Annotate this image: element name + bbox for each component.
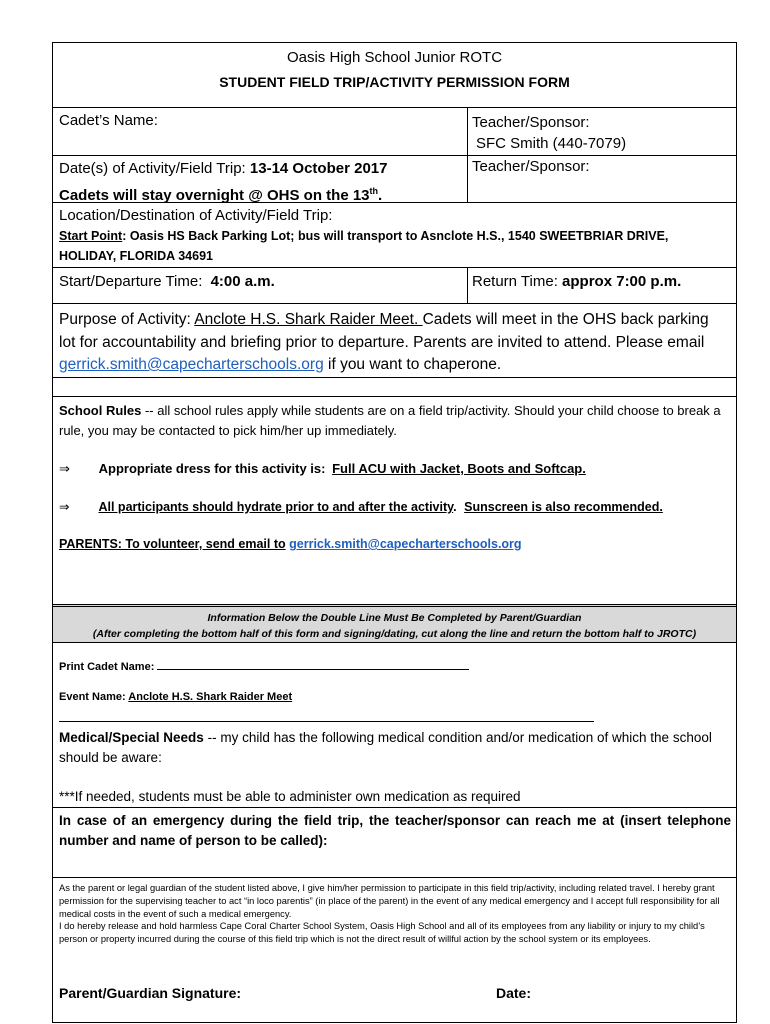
- form-header: [53, 43, 736, 107]
- start-point: Start Point: Oasis HS Back Parking Lot; bus will transport to Asnclote H.S., 1540 SWEETBRIAR DRIVE, HOLIDAY, FLORIDA 34691: [59, 229, 669, 263]
- parents-volunteer-label: PARENTS: To volunteer, send email to: [59, 537, 286, 551]
- legal-paragraph-1: As the parent or legal guardian of the student listed above, I give him/her permission to participate in this field trip/activity, including related travel. I hereby grant permission for the supervising teacher to act “in loco parentis” (in place of the parent) in the event of any medical emergency and I accept full responsibility for all medical costs in the event of such a medical emergency.: [59, 883, 720, 919]
- arrow-icon: ⇒: [59, 500, 70, 514]
- parents-volunteer-line: [59, 537, 731, 551]
- location-row: [53, 202, 736, 267]
- medication-note: ***If needed, students must be able to administer own medication as required: [59, 789, 521, 804]
- print-cadet-name-label: Print Cadet Name:: [59, 661, 155, 673]
- event-name-line: [59, 691, 729, 703]
- hydrate-line: ⇒ All participants should hydrate prior to and after the activity. Sunscreen is also recommended.: [59, 500, 663, 514]
- signature-label: Parent/Guardian Signature:: [59, 985, 242, 1001]
- return-time-label: Return Time:: [472, 273, 558, 290]
- return-time-cell: [472, 273, 732, 290]
- purpose-cell: Purpose of Activity: Anclote H.S. Shark Raider Meet. Cadets will meet in the OHS back parking lot for accountability and briefing prior to departure. Parents are invited to attend. Please email gerrick.smith@capecharterschools.org if you want to chaperone.: [59, 311, 709, 373]
- sponsor-2-label: Teacher/Sponsor:: [472, 158, 590, 175]
- start-time-label: Start/Departure Time:: [59, 273, 203, 290]
- location-cell: [59, 205, 729, 266]
- double-line-band: [53, 604, 736, 642]
- legal-text: [59, 882, 733, 946]
- date-label: Date:: [496, 985, 532, 1001]
- divider-text: [53, 610, 736, 642]
- cadet-name-label: Cadet’s Name:: [59, 112, 158, 129]
- start-time-cell: [59, 273, 464, 290]
- hydrate-text: All participants should hydrate prior to and after the activity: [98, 500, 454, 514]
- divider-line-2: (After completing the bottom half of this form and signing/dating, cut along the line and return the bottom half to JROTC): [92, 628, 697, 640]
- emergency-section: [53, 807, 736, 877]
- volunteer-email-link[interactable]: gerrick.smith@capecharterschools.org: [289, 537, 522, 551]
- divider-line-1: Information Below the Double Line Must Be Completed by Parent/Guardian: [207, 612, 582, 624]
- cadet-row: [53, 107, 736, 155]
- school-name: Oasis High School Junior ROTC: [286, 49, 503, 66]
- event-name-value: Anclote H.S. Shark Raider Meet: [128, 691, 293, 703]
- legal-section: [53, 877, 736, 1023]
- blank-underline[interactable]: [59, 721, 594, 722]
- print-name-line: [59, 659, 729, 673]
- dates-label: Date(s) of Activity/Field Trip:: [59, 160, 246, 177]
- location-label: Location/Destination of Activity/Field Trip:: [59, 207, 333, 224]
- overnight-note: Cadets will stay overnight @ OHS on the 13th.: [59, 186, 383, 204]
- print-cadet-name-field[interactable]: [157, 659, 469, 670]
- rules-section: [53, 396, 736, 604]
- rules-text: School Rules -- all school rules apply while students are on a field trip/activity. Should your child choose to break a rule, you may be contacted to pick him/her up immediately.: [59, 403, 721, 438]
- sunscreen-text: Sunscreen is also recommended.: [464, 500, 663, 514]
- medical-needs-label: Medical/Special Needs: [59, 730, 204, 745]
- purpose-label: Purpose of Activity:: [59, 311, 191, 328]
- dress-value: Full ACU with Jacket, Boots and Softcap.: [332, 461, 586, 476]
- dress-label: Appropriate dress for this activity is:: [98, 461, 326, 476]
- event-name-label: Event Name:: [59, 691, 126, 703]
- cadet-name-cell: [59, 112, 459, 130]
- start-time-value: 4:00 a.m.: [210, 273, 275, 290]
- chaperone-email-link[interactable]: gerrick.smith@capecharterschools.org: [59, 356, 324, 373]
- rules-title: School Rules: [59, 403, 142, 418]
- dates-row: [53, 155, 736, 202]
- return-time-value: approx 7:00 p.m.: [562, 273, 682, 290]
- dates-cell: [59, 158, 464, 207]
- arrow-icon: ⇒: [59, 461, 70, 476]
- purpose-row: [53, 303, 736, 377]
- sponsor-2-cell: [472, 158, 732, 176]
- purpose-text: Cadets will meet in the OHS back parking lot for accountability and briefing prior to departure. Parents are invited to attend. Please email: [59, 311, 709, 351]
- legal-paragraph-2: I do hereby release and hold harmless Cape Coral Charter School System, Oasis High School and all of its employees from any liability or injury to my child’s person or property incurred during the course of this field trip which is not the direct result of willful action by the school system or its employees.: [59, 921, 705, 945]
- bottom-info-section: [53, 642, 736, 807]
- emergency-text: In case of an emergency during the field trip, the teacher/sponsor can reach me at (insert telephone number and name of person to be called):: [59, 813, 731, 848]
- purpose-event: Anclote H.S. Shark Raider Meet.: [194, 311, 423, 328]
- times-row: [53, 267, 736, 303]
- form-title: STUDENT FIELD TRIP/ACTIVITY PERMISSION FORM: [219, 74, 570, 90]
- medical-needs-text: Medical/Special Needs -- my child has the following medical condition and/or medication of which the school should be aware:: [59, 730, 712, 765]
- dates-value: 13-14 October 2017: [249, 160, 388, 177]
- sponsor-1-label: Teacher/Sponsor:: [472, 114, 590, 131]
- sponsor-1-value: SFC Smith (440-7079): [476, 135, 627, 152]
- dress-line: [59, 461, 731, 477]
- permission-form: [52, 42, 737, 1023]
- sponsor-1-cell: [472, 112, 732, 154]
- spacer-row: [53, 377, 736, 396]
